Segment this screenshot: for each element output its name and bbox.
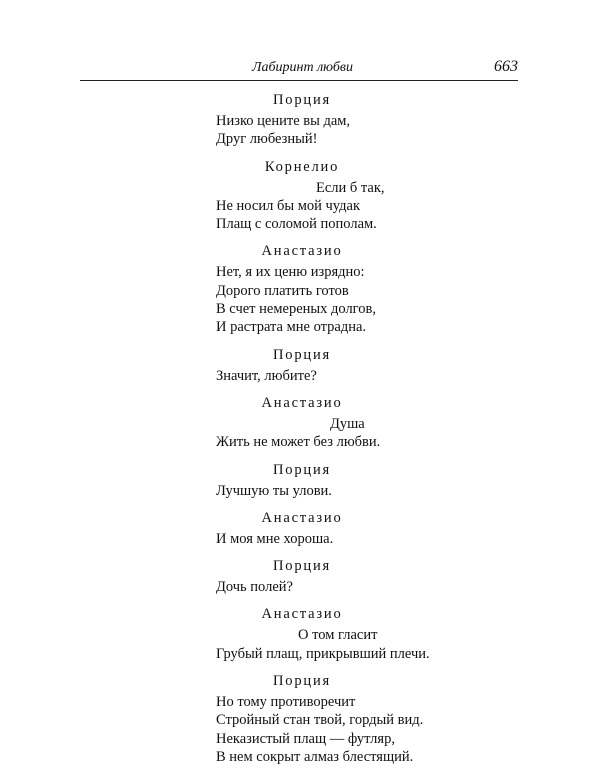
- speaker-name: Порция: [273, 346, 331, 363]
- speech-1: [216, 90, 476, 149]
- speech-9: [216, 604, 476, 663]
- speech-4: [216, 345, 476, 385]
- speaker-name: Порция: [273, 558, 331, 575]
- verse-line: Не носил бы мой чудак: [216, 197, 361, 214]
- verse-line: Нет, я их ценю изрядно:: [216, 264, 365, 281]
- speaker-name: Порция: [273, 673, 331, 690]
- speaker-name: Анастазио: [261, 606, 343, 623]
- speaker-name: Анастазио: [261, 509, 343, 526]
- speaker-name: Корнелио: [264, 158, 340, 175]
- verse-line: Грубый плащ, прикрывший плечи.: [216, 645, 430, 662]
- verse-line: В нем сокрыт алмаз блестящий.: [216, 748, 414, 765]
- speaker-name: Анастазио: [261, 243, 343, 260]
- speech-6: [216, 460, 476, 500]
- verse-line: Душа: [330, 415, 365, 432]
- speaker-name: Порция: [273, 461, 331, 478]
- speech-2: [216, 157, 476, 234]
- verse-line: Неказистый плащ — футляр,: [216, 730, 395, 747]
- speech-3: [216, 241, 476, 336]
- verse-line: Лучшую ты улови.: [216, 482, 332, 499]
- speech-5: [216, 393, 476, 452]
- speech-10: [216, 671, 476, 766]
- speech-7: [216, 508, 476, 548]
- verse-line: Дорого платить готов: [216, 282, 349, 299]
- verse-line: Если б так,: [316, 179, 385, 196]
- page-number: 663: [494, 58, 518, 75]
- verse-line: Значит, любите?: [216, 367, 317, 384]
- play-text: [216, 90, 476, 774]
- speaker-name: Анастазио: [261, 394, 343, 411]
- verse-line: Стройный стан твой, гордый вид.: [216, 712, 424, 729]
- verse-line: Плащ с соломой пополам.: [216, 216, 377, 233]
- verse-line: Но тому противоречит: [216, 694, 356, 711]
- verse-line: В счет немереных долгов,: [216, 301, 376, 318]
- verse-line: Низко цените вы дам,: [216, 113, 351, 129]
- speaker-name: Порция: [273, 92, 331, 108]
- header-rule: [80, 80, 518, 81]
- speech-8: [216, 556, 476, 596]
- verse-line: Жить не может без любви.: [216, 434, 381, 451]
- verse-line: И моя мне хороша.: [216, 530, 334, 547]
- running-title: Лабиринт любви: [252, 60, 353, 75]
- verse-line: Дочь полей?: [216, 579, 293, 596]
- running-head: [80, 58, 518, 80]
- verse-line: И растрата мне отрадна.: [216, 319, 367, 336]
- verse-line: Друг любезный!: [216, 131, 318, 148]
- verse-line: О том гласит: [298, 627, 378, 644]
